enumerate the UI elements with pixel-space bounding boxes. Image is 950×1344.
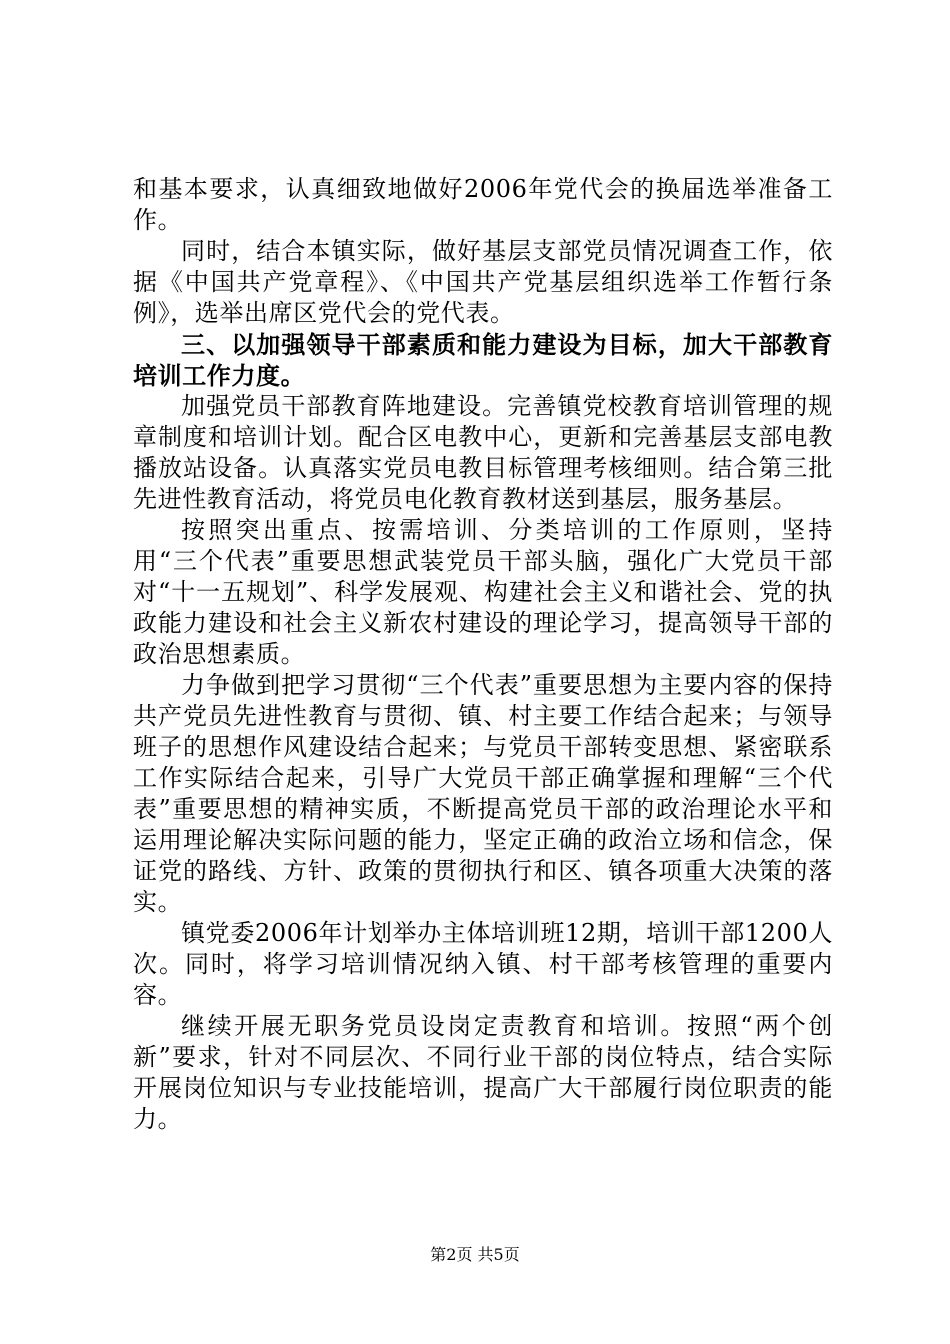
- section-heading: 三、以加强领导干部素质和能力建设为目标，加大干部教育培训工作力度。: [133, 330, 833, 390]
- paragraph: 同时，结合本镇实际，做好基层支部党员情况调查工作，依据《中国共产党章程》、《中国共产党基层组织选举工作暂行条例》，选举出席区党代会的党代表。: [133, 237, 833, 327]
- document-body: [133, 174, 833, 1135]
- paragraph: 继续开展无职务党员设岗定责教育和培训。按照“两个创新”要求，针对不同层次、不同行业干部的岗位特点，结合实际开展岗位知识与专业技能培训，提高广大干部履行岗位职责的能力。: [133, 1012, 833, 1133]
- paragraph: 力争做到把学习贯彻“三个代表”重要思想为主要内容的保持共产党员先进性教育与贯彻、镇、村主要工作结合起来；与领导班子的思想作风建设结合起来；与党员干部转变思想、紧密联系工作实际结合起来，引导广大党员干部正确掌握和理解“三个代表”重要思想的精神实质，不断提高党员干部的政治理论水平和运用理论解决实际问题的能力，坚定正确的政治立场和信念，保证党的路线、方针、政策的贯彻执行和区、镇各项重大决策的落实。: [133, 671, 833, 916]
- paragraph: 镇党委2006年计划举办主体培训班12期，培训干部1200人次。同时，将学习培训情况纳入镇、村干部考核管理的重要内容。: [133, 919, 833, 1009]
- paragraph: 加强党员干部教育阵地建设。完善镇党校教育培训管理的规章制度和培训计划。配合区电教中心，更新和完善基层支部电教播放站设备。认真落实党员电教目标管理考核细则。结合第三批先进性教育活动，将党员电化教育教材送到基层，服务基层。: [133, 392, 833, 513]
- paragraph-continuation: 和基本要求，认真细致地做好2006年党代会的换届选举准备工作。: [133, 175, 833, 234]
- paragraph: 按照突出重点、按需培训、分类培训的工作原则，坚持用“三个代表”重要思想武装党员干部头脑，强化广大党员干部对“十一五规划”、科学发展观、构建社会主义和谐社会、党的执政能力建设和社会主义新农村建设的理论学习，提高领导干部的政治思想素质。: [133, 516, 833, 668]
- page-footer: 第2页 共5页: [430, 1245, 520, 1264]
